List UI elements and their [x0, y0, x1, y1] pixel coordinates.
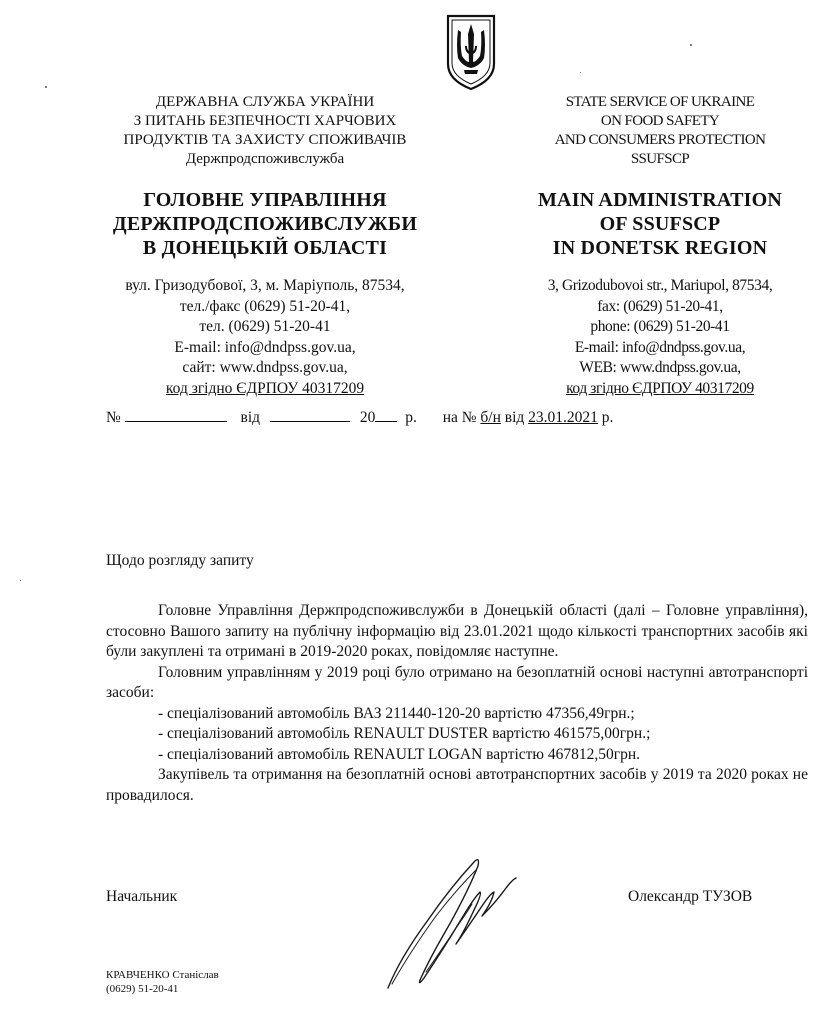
scan-speck	[690, 44, 692, 46]
office-title-line: ДЕРЖПРОДСПОЖИВСЛУЖБИ	[112, 213, 418, 235]
agency-name-line: ON FOOD SAFETY	[600, 113, 720, 129]
subject-line: Щодо розгляду запиту	[106, 552, 254, 569]
agency-short-name: SSUFSCP	[630, 151, 690, 167]
right-header	[500, 93, 820, 399]
executor-name: КРАВЧЕНКО Станіслав	[106, 969, 219, 981]
paragraph-1: Головне Управління Держпродспоживслужби в Донецькій області (далі – Головне управління), стосовно Вашого запиту на публічну інформацію від 23.01.2021 щодо кількості транспортних засобів які були закуплені та отримані в 2019-2020 роках, повідомляє наступне.	[106, 602, 808, 660]
year-suffix: р.	[405, 409, 417, 426]
vehicle-item: - спеціалізований автомобіль RENAULT DUSTER вартістю 461575,00грн.;	[158, 725, 651, 742]
edrpou-line: код згідно ЄДРПОУ 40317209	[566, 379, 754, 397]
left-header	[100, 93, 430, 399]
website-line: WEB: www.dndpss.gov.ua,	[579, 359, 741, 376]
edrpou-line: код згідно ЄДРПОУ 40317209	[165, 379, 365, 397]
office-title-line: OF SSUFSCP	[599, 213, 721, 235]
vehicle-item: - спеціалізований автомобіль ВАЗ 211440-120-20 вартістю 47356,49грн.;	[158, 704, 635, 722]
incoming-date-value: 23.01.2021	[528, 409, 598, 426]
year-prefix: 20	[359, 409, 376, 426]
email-line: E-mail: info@dndpss.gov.ua,	[174, 338, 356, 356]
address-line: 3, Grizodubovoi str., Mariupol, 87534,	[547, 277, 773, 294]
letter-body	[106, 601, 808, 806]
executor-phone: (0629) 51-20-41	[106, 983, 179, 995]
date-blank	[270, 407, 350, 422]
number-blank	[125, 407, 227, 422]
fax-line: fax: (0629) 51-20-41,	[597, 297, 723, 315]
scan-speck	[580, 72, 581, 73]
office-title-line: IN DONETSK REGION	[552, 237, 768, 259]
incoming-number-label: на №	[442, 409, 477, 426]
paragraph-2: Головним управлінням у 2019 році було отримано на безоплатній основі наступні автотранспорті засоби:	[106, 663, 808, 701]
date-label: від	[240, 409, 261, 426]
agency-name-line: STATE SERVICE OF UKRAINE	[565, 94, 755, 110]
email-line: E-mail: info@dndpss.gov.ua,	[574, 338, 746, 356]
office-title-line: ГОЛОВНЕ УПРАВЛІННЯ	[143, 189, 387, 211]
scan-speck	[45, 86, 47, 88]
agency-name-line: ПРОДУКТІВ ТА ЗАХИСТУ СПОЖИВАЧІВ	[123, 132, 407, 148]
phone-line: phone: (0629) 51-20-41	[590, 318, 730, 335]
agency-name-line: З ПИТАНЬ БЕЗПЕЧНОСТІ ХАРЧОВИХ	[133, 113, 397, 129]
scan-speck	[20, 580, 21, 581]
incoming-date-label: від	[504, 409, 525, 426]
coat-of-arms-icon	[444, 12, 498, 92]
office-title-line: В ДОНЕЦЬКІЙ ОБЛАСТІ	[142, 237, 388, 259]
address-line: вул. Гризодубової, 3, м. Маріуполь, 87534,	[125, 277, 405, 294]
incoming-number-value: б/н	[480, 409, 501, 426]
website-line: сайт: www.dndpss.gov.ua,	[182, 359, 348, 376]
vehicle-item: - спеціалізований автомобіль RENAULT LOGAN вартістю 467812,50грн.	[158, 745, 641, 763]
handwritten-signature	[370, 848, 530, 998]
phone-line: тел. (0629) 51-20-41	[199, 318, 331, 335]
number-label: №	[106, 409, 121, 426]
year-blank	[375, 407, 397, 422]
signer-position: Начальник	[106, 888, 178, 905]
executor-info	[106, 968, 219, 996]
agency-name-line: ДЕРЖАВНА СЛУЖБА УКРАЇНИ	[155, 94, 375, 110]
agency-short-name: Держпродспоживслужба	[185, 151, 345, 167]
signer-name: Олександр ТУЗОВ	[628, 888, 753, 905]
agency-name-line: AND CONSUMERS PROTECTION	[554, 132, 766, 148]
reference-line	[106, 407, 826, 427]
office-title-line: MAIN ADMINISTRATION	[537, 189, 782, 211]
paragraph-3: Закупівель та отримання на безоплатній основі автотранспортних засобів у 2019 та 2020 роках не провадилося.	[106, 766, 808, 804]
incoming-date-suffix: р.	[601, 409, 614, 426]
fax-line: тел./факс (0629) 51-20-41,	[179, 297, 351, 315]
